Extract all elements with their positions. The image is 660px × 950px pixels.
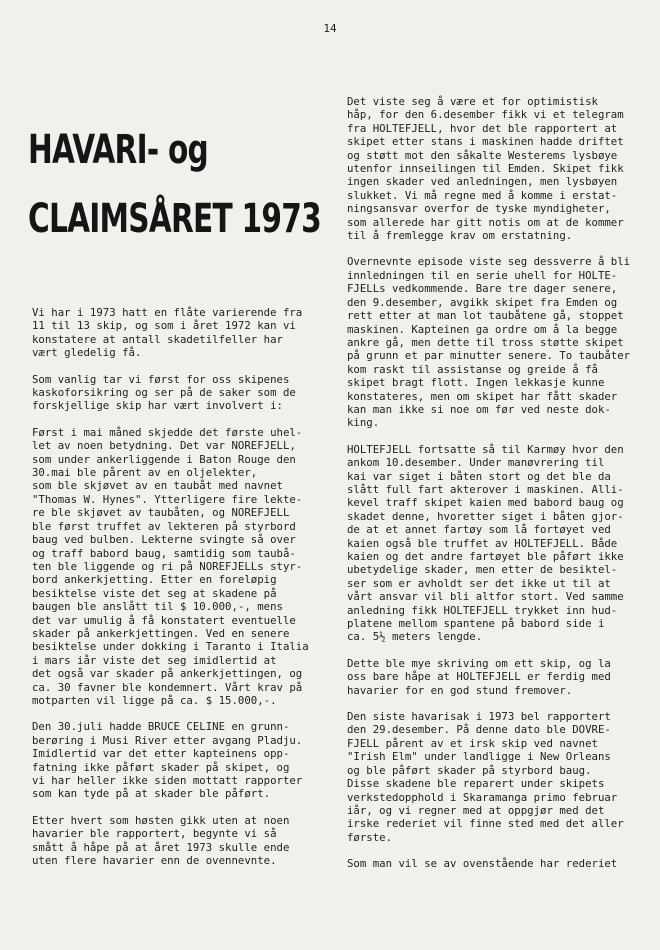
paragraph: HOLTEFJELL fortsatte så til Karmøy hvor den ankom 10.desember. Under manøvrering til kai var siget i båten stort og det ble da slått full fart akterover i maskinen. Alli- kevel traff skipet kaien med babord baug og skadet denne, hvoretter siget i båten gjor- de at et annet fartøy som lå fortøyet ved kaien også ble truffet av HOLTEFJELL. Både kaien og det andre fartøyet ble påført ikke ubetydelige skader, men etter de besiktel- ser som er avholdt ser det ikke ut til at vårt ansvar vil bli altfor stort. Ved samme anledning fikk HOLTEFJELL trykket inn hud- platene mellom spantene på babord side i ca. 5½ meters lengde. xyxy=(347,442,624,644)
right-column xyxy=(347,95,632,884)
paragraph: Som man vil se av ovenstående har rederiet xyxy=(347,857,618,871)
paragraph: Den 30.juli hadde BRUCE CELINE en grunn- berøring i Musi River etter avgang Pladju. Imidlertid var det etter kapteinens opp- fatning ikke påført skader på skipet, og vi har heller ikke siden mottatt rapporter som kan tyde på at skader ble påført. xyxy=(32,720,303,801)
paragraph: Etter hvert som høsten gikk uten at noen havarier ble rapportert, begynte vi så smått å håpe på at året 1973 skulle ende uten flere havarier enn de ovennevnte. xyxy=(32,813,290,868)
headline-line-1: HAVARI- og xyxy=(28,127,209,173)
paragraph: Overnevnte episode viste seg dessverre å bli innledningen til en serie uhell for HOLTE- FJELLs vedkommende. Bare tre dager senere, den 9.desember, avgikk skipet fra Emden og rett etter at man lot taubåtene gå, stoppet maskinen. Kapteinen ga ordre om å la begge ankre gå, men dette til tross støtte skipet på grunn et par minutter senere. To taubåter kom raskt til assistanse og greide å få skipet bragt flott. Ingen lekkasje kunne konstateres, men om skipet har fått skader kan man ikke si noe om før ved neste dok- king. xyxy=(347,255,631,430)
left-column xyxy=(32,306,317,880)
paragraph: Dette ble mye skriving om ett skip, og la oss bare håpe at HOLTEFJELL er ferdig med havarier for en god stund fremover. xyxy=(347,656,611,697)
headline-line-2: CLAIMSÅRET 1973 xyxy=(28,196,321,242)
page-number: 14 xyxy=(323,22,337,35)
paragraph: Den siste havarisak i 1973 bel rapportert den 29.desember. På denne dato ble DOVRE- FJELL pårent av et irsk skip ved navnet "Irish Elm" under landligge i New Orleans og ble påført skader på styrbord baug. Disse skadene ble reparert under skipets verkstedopphold i Skaramanga primo februar iår, og vi regner med at oppgjør med det irske rederiet vil finne sted med det aller første. xyxy=(347,710,624,844)
paragraph: Først i mai måned skjedde det første uhel- let av noen betydning. Det var NOREFJELL, som under ankerliggende i Baton Rouge den 30.mai ble pårent av en oljelekter, som ble skjøvet av en taubåt med navnet "Thomas W. Hynes". Ytterligere fire lekte- re ble skjøvet av taubåten, og NOREFJELL ble først truffet av lekteren på styrbord baug ved bulben. Lekterne svingte så over og traff babord baug, samtidig som taubå- ten ble liggende og ri på NOREFJELLs styr- bord ankerkjetting. Etter en foreløpig besiktelse viste det seg at skadene på baugen ble anslått til $ 10.000,-, mens det var umulig å få konstatert eventuelle skader på ankerkjettingen. Ved en senere besiktelse under dokking i Taranto i Italia i mars iår viste det seg imidlertid at det også var skader på ankerkjettingen, og ca. 30 favner ble kondemnert. Vårt krav på motparten vil ligge på ca. $ 15.000,-. xyxy=(32,425,309,707)
paragraph: Vi har i 1973 hatt en flåte varierende fra 11 til 13 skip, og som i året 1972 kan vi konstatere at antall skadetilfeller har vært gledelig få. xyxy=(32,306,303,360)
paragraph: Det viste seg å være et for optimistisk håp, for den 6.desember fikk vi et telegram fra HOLTEFJELL, hvor det ble rapportert at skipet etter stans i maskinen hadde driftet og støtt mot den såkalte Westerems lysbøye utenfor innseilingen til Emden. Skipet fikk ingen skader ved anledningen, men lysbøyen slukket. Vi må regne med å komme i erstat- ningsansvar overfor de tyske myndigheter, som allerede har gitt notis om at de kommer til å fremlegge krav om erstatning. xyxy=(347,95,624,243)
paragraph: Som vanlig tar vi først for oss skipenes kaskoforsikring og ser på de saker som de forskjellige skip har vært involvert i: xyxy=(32,372,296,413)
